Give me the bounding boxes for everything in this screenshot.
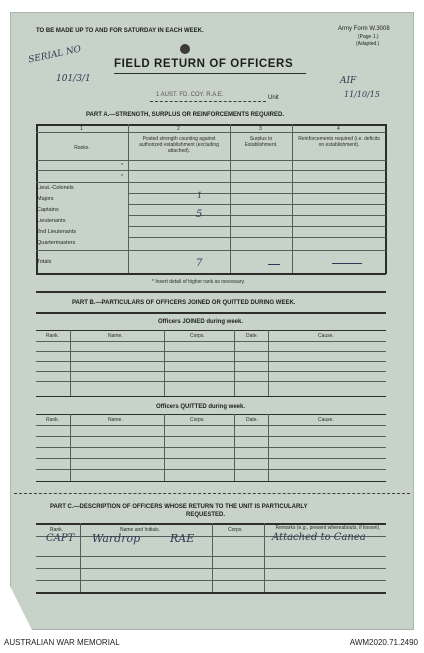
footer-source: AUSTRALIAN WAR MEMORIAL [4,638,120,647]
handwritten-name: Wardrop [92,532,141,545]
asterisk-1: * [121,163,123,169]
part-a-title: PART A.—STRENGTH, SURPLUS OR REINFORCEMENTS REQUIRED. [86,112,285,118]
col-header-reinforcements: Reinforcements required (i.e. deficits on establishment). [298,136,380,148]
part-c-col-rank: Rank. [50,527,64,533]
handwritten-left-note: 101/3/1 [56,74,91,84]
joined-row-line-4 [36,381,386,382]
joined-col-divider-2 [164,330,165,396]
quitted-bottom-line [36,481,386,482]
part-b-title: PART B.—PARTICULARS OF OFFICERS JOINED OR QUITTED DURING WEEK. [72,300,296,306]
part-c-col-divider-3 [264,523,265,592]
quitted-title: Officers QUITTED during week. [156,404,246,410]
part-a-number-row-line [36,132,386,133]
rank-lieutenants: Lieutenants [37,218,66,224]
quitted-header-bottom-line [36,425,386,426]
quitted-col-divider-3 [234,414,235,481]
form-page: (Page 1.) [358,34,379,40]
instruction-text: TO BE MADE UP TO AND FOR SATURDAY IN EACH WEEK. [36,28,204,34]
footer-accession-number: AWM2020.71.2490 [349,638,418,647]
part-c-row-line-1 [36,556,386,557]
part-c-col-name: Name and Initials. [120,527,161,533]
joined-col-divider-4 [268,330,269,396]
surplus-dash-mark [268,264,280,265]
rank-row-line-4 [128,226,386,227]
reinforcements-dash-mark [332,263,362,264]
part-c-col-corps: Corps. [228,527,243,533]
joined-col-date: Date. [246,333,258,339]
joined-header-bottom-line [36,341,386,342]
joined-col-cause: Cause. [318,333,334,339]
part-a-header-bottom-line [36,160,386,161]
part-a-blank-row-line-1 [36,170,386,171]
punch-hole [180,44,190,54]
rank-captains: Captains [37,207,59,213]
part-a-right-border [385,124,387,274]
totals-label: Totals [37,259,52,265]
part-c-row-line-2 [36,568,386,569]
part-c-bottom-border [36,592,386,594]
form-adapted: (Adapted.) [356,41,380,47]
rank-row-line-3 [128,215,386,216]
rank-lieut-colonels: Lieut.-Colonels [37,185,74,191]
rank-quartermasters: Quartermasters [37,240,76,246]
part-a-blank-row-line-2 [36,182,386,183]
handwritten-majors-value: 1 [197,191,203,200]
quitted-col-divider-1 [70,414,71,481]
form-title: FIELD RETURN OF OFFICERS [114,58,294,70]
handwritten-aif: AIF [340,76,357,86]
part-b-top-border [36,312,386,314]
unit-dotted-line [150,101,266,102]
part-c-row-line-3 [36,580,386,581]
quitted-col-cause: Cause. [318,417,334,423]
quitted-col-divider-4 [268,414,269,481]
joined-col-divider-3 [234,330,235,396]
joined-row-line-1 [36,351,386,352]
rank-majors: Majors [37,196,54,202]
form-number: Army Form W.3008 [338,26,390,32]
part-a-b-separator [36,291,386,293]
part-a-bottom-border [36,273,386,275]
quitted-col-rank: Rank. [46,417,60,423]
part-a-top-border [36,124,386,126]
joined-col-rank: Rank. [46,333,60,339]
rank-row-line-6 [36,250,386,251]
joined-col-name: Name. [108,333,123,339]
joined-bottom-line [36,396,386,397]
handwritten-serial-no: SERIAL NO [27,44,83,66]
rank-row-line-2 [128,204,386,205]
part-c-title-line-1: PART C.—DESCRIPTION OF OFFICERS WHOSE RETURN TO THE UNIT IS PARTICULARLY [50,504,308,510]
rank-row-line-1 [128,193,386,194]
col-number-1: 1 [80,126,83,132]
unit-name: 1 AUST. FD. COY. R.A.E. [156,92,224,98]
joined-row-line-3 [36,371,386,372]
asterisk-2: * [121,174,123,180]
col-number-4: 4 [337,126,340,132]
quitted-row-line-2 [36,447,386,448]
part-c-col-divider-2 [212,523,213,592]
handwritten-captains-value: 5 [196,209,203,220]
quitted-row-line-4 [36,469,386,470]
part-c-col-remarks: Remarks (e.g., present whereabouts, if known). [275,525,381,531]
col-number-3: 3 [259,126,262,132]
col-header-posted-strength: Posted strength counting against authorized establishment (excluding attached). [139,136,219,154]
part-a-col-divider-1 [128,124,129,274]
unit-label: Unit [268,95,279,101]
perforation-line [14,493,410,494]
joined-col-corps: Corps. [190,333,205,339]
quitted-row-line-3 [36,458,386,459]
title-underline [114,73,306,74]
quitted-col-corps: Corps. [190,417,205,423]
quitted-col-divider-2 [164,414,165,481]
rank-row-line-5 [128,237,386,238]
handwritten-date: 11/10/15 [344,90,380,99]
col-header-surplus: Surplus to Establishment. [244,136,278,148]
handwritten-remarks: Attached to Canea [272,532,366,543]
quitted-col-date: Date. [246,417,258,423]
quitted-row-line-1 [36,436,386,437]
quitted-col-name: Name. [108,417,123,423]
quitted-header-top-line [36,414,386,415]
handwritten-rank: CAPT [46,533,75,544]
part-c-col-divider-1 [80,523,81,592]
part-a-footnote: * Insert detail of higher rank as necessary. [152,279,246,285]
handwritten-corps: RAE [170,532,195,545]
col-header-ranks: Ranks. [74,145,90,151]
part-c-title-line-2: REQUESTED. [186,512,226,518]
joined-header-top-line [36,330,386,331]
joined-col-divider-1 [70,330,71,396]
handwritten-totals-value: 7 [196,258,203,269]
joined-row-line-2 [36,361,386,362]
col-number-2: 2 [177,126,180,132]
joined-title: Officers JOINED during week. [158,319,244,325]
part-a-col-divider-3 [292,124,293,274]
part-a-col-divider-2 [230,124,231,274]
rank-2nd-lieutenants: 2nd Lieutenants [37,229,77,235]
